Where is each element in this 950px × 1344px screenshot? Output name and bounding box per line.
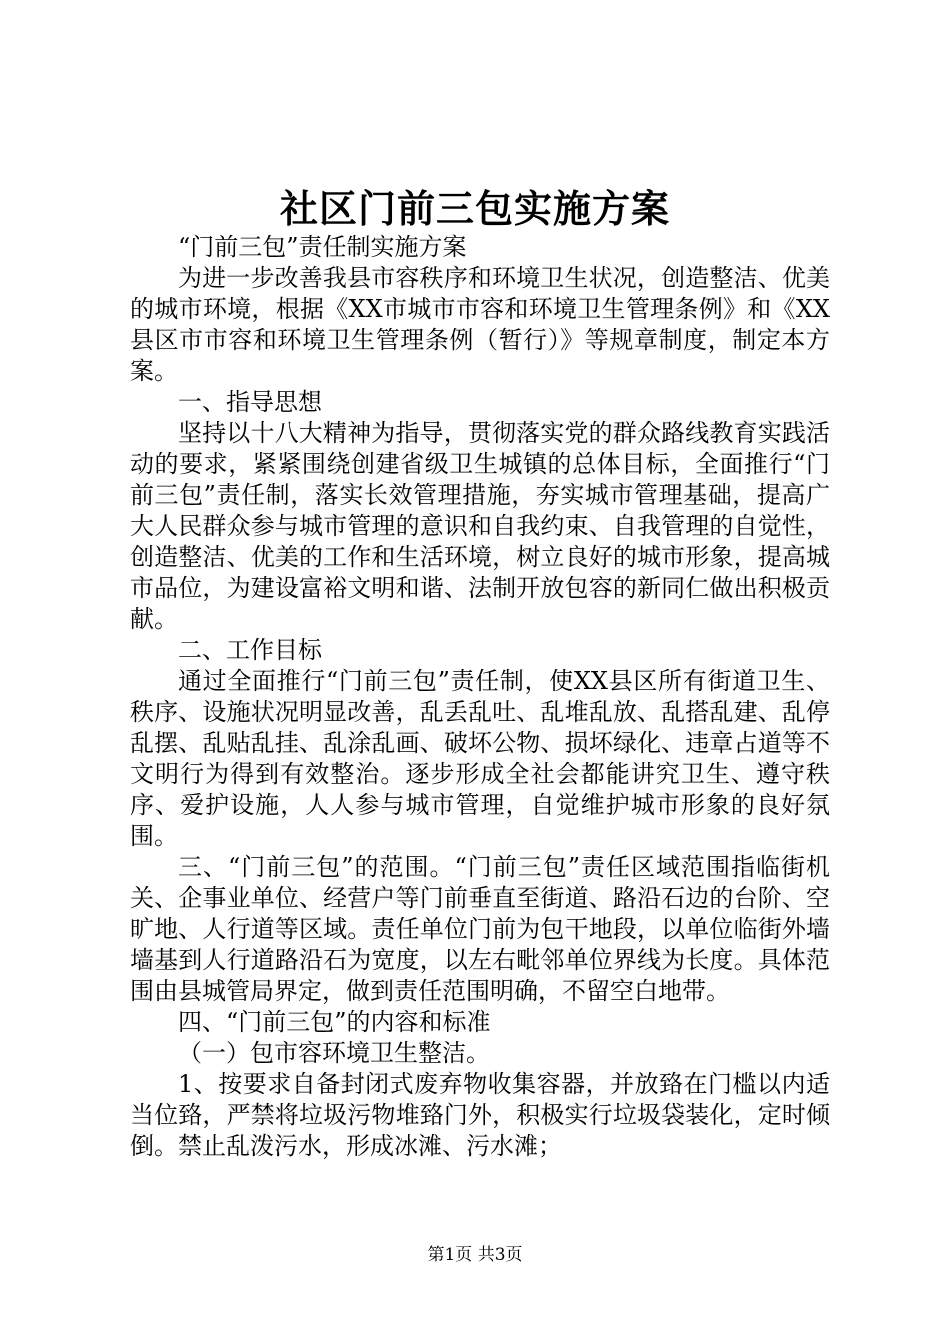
document-title: 社区门前三包实施方案: [279, 186, 670, 231]
paragraph-work-goals: 通过全面推行“门前三包”责任制，使XX县区所有街道卫生、秩序、设施状况明显改善，乱丢乱吐、乱堆乱放、乱搭乱建、乱停乱摆、乱贴乱挂、乱涂乱画、破坏公物、损坏绿化、违章占道等不文明行为得到有效整治。逐步形成全社会都能讲究卫生、遵守秩序、爱护设施，人人参与城市管理，自觉维护城市形象的良好氛围。: [130, 667, 830, 850]
section-heading-1: 一、指导思想: [178, 388, 322, 416]
paragraph-intro: 为进一步改善我县市容秩序和环境卫生状况，创造整洁、优美的城市环境，根据《XX市城市市容和环境卫生管理条例》和《XX县区市市容和环境卫生管理条例（暂行）》等规章制度，制定本方案。: [130, 264, 830, 385]
paragraph-scope: 三、“门前三包”的范围。“门前三包”责任区域范围指临街机关、企事业单位、经营户等门前垂直至街道、路沿石边的台阶、空旷地、人行道等区域。责任单位门前为包干地段，以单位临街外墙墙基到人行道路沿石为宽度，以左右毗邻单位界线为长度。具体范围由县城管局界定，做到责任范围明确，不留空白地带。: [130, 853, 830, 1005]
section-heading-2: 二、工作目标: [178, 636, 322, 664]
paragraph-guiding-ideology: 坚持以十八大精神为指导，贯彻落实党的群众路线教育实践活动的要求，紧紧围绕创建省级卫生城镇的总体目标，全面推行“门前三包”责任制，落实长效管理措施，夯实城市管理基础，提高广大人民群众参与城市管理的意识和自我约束、自我管理的自觉性，创造整洁、优美的工作和生活环境，树立良好的城市形象，提高城市品位，为建设富裕文明和谐、法制开放包容的新同仁做出积极贡献。: [130, 419, 830, 633]
paragraph-item-1: 1、按要求自备封闭式废弃物收集容器，并放臵在门槛以内适当位臵，严禁将垃圾污物堆臵门外，积极实行垃圾袋装化，定时倾倒。禁止乱泼污水，形成冰滩、污水滩；: [130, 1070, 830, 1160]
document-body: [130, 232, 830, 1162]
section-heading-4: 四、“门前三包”的内容和标准: [178, 1008, 491, 1036]
page-footer: 第1页 共3页: [427, 1245, 523, 1265]
paragraph-subtitle: “门前三包”责任制实施方案: [178, 233, 467, 261]
subsection-heading-1: （一）包市容环境卫生整洁。: [178, 1039, 490, 1067]
